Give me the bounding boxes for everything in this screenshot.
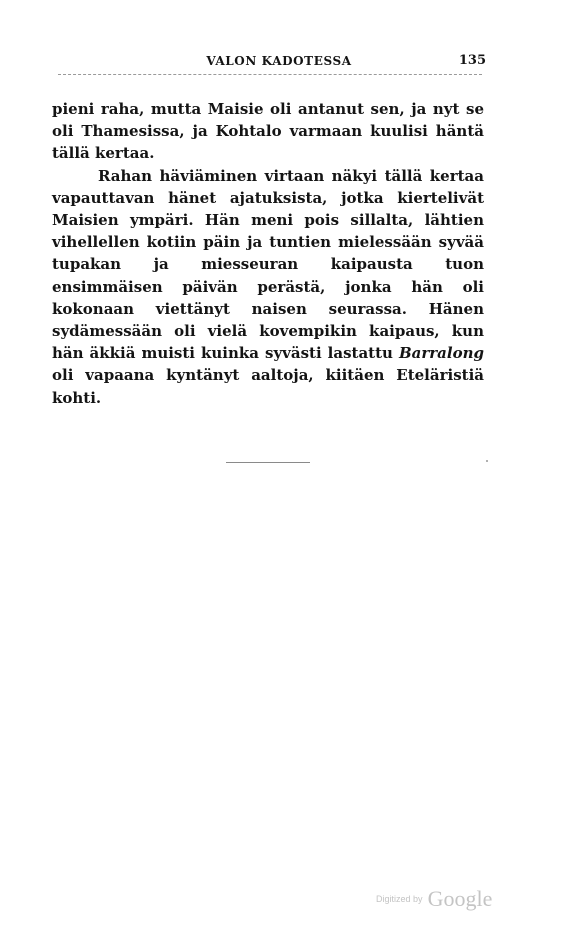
google-logo: Google [427,886,493,911]
body-text [52,98,484,409]
paragraph-2-end: oli vapaana kyntänyt aaltoja, kiitäen Eteläristiä kohti. [52,366,484,407]
watermark-prefix: Digitized by [376,894,423,904]
header-rule [58,74,482,75]
stray-mark [486,460,488,462]
ship-name: Barralong [398,344,484,363]
paragraph-2 [52,165,484,409]
section-end-rule [226,462,310,463]
running-header-title: VALON KADOTESSA [206,54,352,68]
page-number: 135 [458,53,486,68]
digitized-watermark [376,886,492,912]
paragraph-2-text: Rahan häviäminen virtaan näkyi tällä kertaa vapauttavan hänet ajatuksista, jotka kiertelivät Maisien ympäri. Hän meni pois sillalta, lähtien vihellellen kotiin päin ja tuntien mielessään syvää tupakan ja miesseuran kaipausta tuon ensimmäisen päivän perästä, jonka hän oli kokonaan viettänyt naisen seurassa. Hänen sydämessään oli vielä kovempikin kaipaus, kun hän äkkiä muisti kuinka syvästi lastattu [52,166,484,363]
paragraph-1: pieni raha, mutta Maisie oli antanut sen, ja nyt se oli Thamesissa, ja Kohtalo varmaan kuulisi häntä tällä kertaa. [52,100,484,163]
